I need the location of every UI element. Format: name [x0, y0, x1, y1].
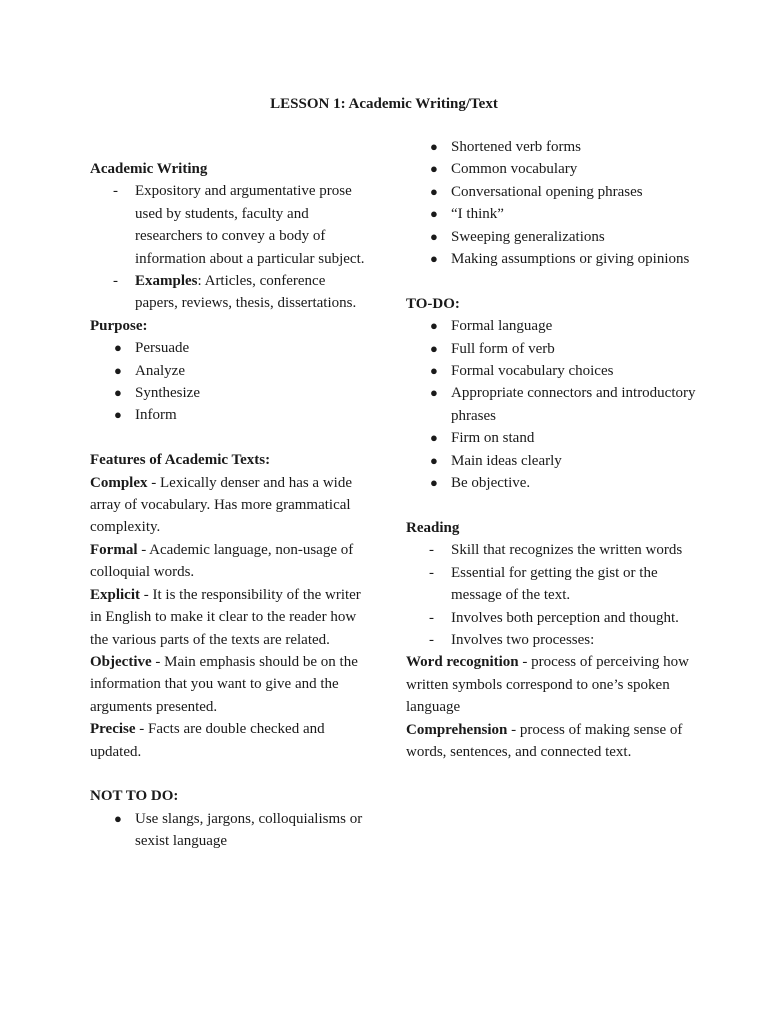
list-item: ● Be objective. — [406, 472, 696, 494]
list-item: - Involves two processes: — [406, 629, 696, 651]
list-item: ● Conversational opening phrases — [406, 181, 696, 203]
to-do-list — [406, 315, 696, 494]
to-do-heading: TO-DO: — [406, 295, 460, 312]
spacer — [406, 270, 696, 292]
bullet-marker: ● — [430, 139, 438, 154]
process-comprehension: Comprehension - process of making sense of words, sentences, and connected text. — [406, 721, 683, 760]
feature-complex: Complex - Lexically denser and has a wide array of vocabulary. Has more grammatical complexity. — [90, 474, 352, 536]
list-item: ● Analyze — [90, 360, 370, 382]
purpose-heading: Purpose: — [90, 317, 148, 334]
list-item: - Involves both perception and thought. — [406, 607, 696, 629]
list-item: ● Sweeping generalizations — [406, 226, 696, 248]
dash-marker: - — [429, 542, 434, 559]
feature-explicit: Explicit - It is the responsibility of the writer in English to make it clear to the reader how the various parts of the texts are related. — [90, 586, 361, 648]
feature-formal: Formal - Academic language, non-usage of colloquial words. — [90, 541, 354, 581]
bullet-marker: ● — [430, 183, 438, 199]
feature-precise: Precise - Facts are double checked and updated. — [90, 721, 325, 760]
dash-marker: - — [429, 564, 434, 581]
left-column — [90, 158, 370, 853]
list-item: ● Main ideas clearly — [406, 450, 696, 472]
bullet-marker: ● — [114, 810, 122, 826]
list-item: ● Use slangs, jargons, colloquialisms or sexist language — [90, 808, 370, 853]
bullet-marker: ● — [430, 452, 438, 468]
list-item: ● Formal language — [406, 315, 696, 337]
list-item: ● Appropriate connectors and introductory phrases — [406, 382, 696, 427]
bullet-marker: ● — [114, 362, 122, 378]
list-item: ● Persuade — [90, 337, 370, 359]
not-to-do-heading: NOT TO DO: — [90, 788, 179, 805]
dash-marker: - — [113, 273, 118, 290]
bullet-marker: ● — [430, 251, 438, 267]
features-heading: Features of Academic Texts: — [90, 452, 271, 469]
list-item: - Examples: Articles, conference papers, reviews, thesis, dissertations. — [90, 270, 370, 315]
spacer — [90, 763, 370, 785]
spacer — [90, 427, 370, 449]
list-item: ● Common vocabulary — [406, 158, 696, 180]
list-item: ● Inform — [90, 404, 370, 426]
bullet-marker: ● — [114, 385, 122, 401]
bullet-marker: ● — [430, 340, 438, 356]
list-item: - Expository and argumentative prose used by students, faculty and researchers to convey a body of information about a particular subject. — [90, 180, 370, 270]
list-item: ● Formal vocabulary choices — [406, 360, 696, 382]
bullet-marker: ● — [430, 228, 438, 244]
list-item: ● Full form of verb — [406, 338, 696, 360]
purpose-list — [90, 337, 370, 427]
list-item: ● Synthesize — [90, 382, 370, 404]
list-item: ● Shortened verb forms — [406, 136, 696, 158]
academic-writing-list — [90, 180, 370, 314]
spacer — [406, 494, 696, 516]
list-item: - Skill that recognizes the written words — [406, 539, 696, 561]
reading-list — [406, 539, 696, 651]
examples-label: Examples — [135, 273, 198, 290]
bullet-marker: ● — [430, 385, 438, 401]
bullet-marker: ● — [430, 318, 438, 334]
bullet-marker: ● — [430, 430, 438, 446]
not-to-do-list — [90, 808, 370, 853]
list-item: ● Making assumptions or giving opinions — [406, 248, 696, 270]
academic-writing-heading: Academic Writing — [90, 161, 208, 177]
dash-marker: - — [429, 609, 434, 626]
dash-marker: - — [429, 631, 434, 648]
bullet-marker: ● — [430, 206, 438, 222]
list-item: ● “I think” — [406, 203, 696, 225]
not-to-do-list-continued — [406, 136, 696, 270]
dash-marker: - — [113, 183, 118, 200]
page-title: LESSON 1: Academic Writing/Text — [270, 96, 498, 112]
bullet-marker: ● — [430, 363, 438, 379]
right-column — [406, 136, 696, 763]
bullet-marker: ● — [114, 340, 122, 356]
bullet-marker: ● — [430, 475, 438, 491]
feature-objective: Objective - Main emphasis should be on the information that you want to give and the arguments presented. — [90, 653, 358, 715]
bullet-marker: ● — [114, 407, 122, 423]
list-item: ● Firm on stand — [406, 427, 696, 449]
bullet-marker: ● — [430, 161, 438, 177]
list-item: - Essential for getting the gist or the message of the text. — [406, 562, 696, 607]
reading-heading: Reading — [406, 519, 460, 536]
process-word-recognition: Word recognition - process of perceiving how written symbols correspond to one’s spoken language — [406, 654, 690, 716]
